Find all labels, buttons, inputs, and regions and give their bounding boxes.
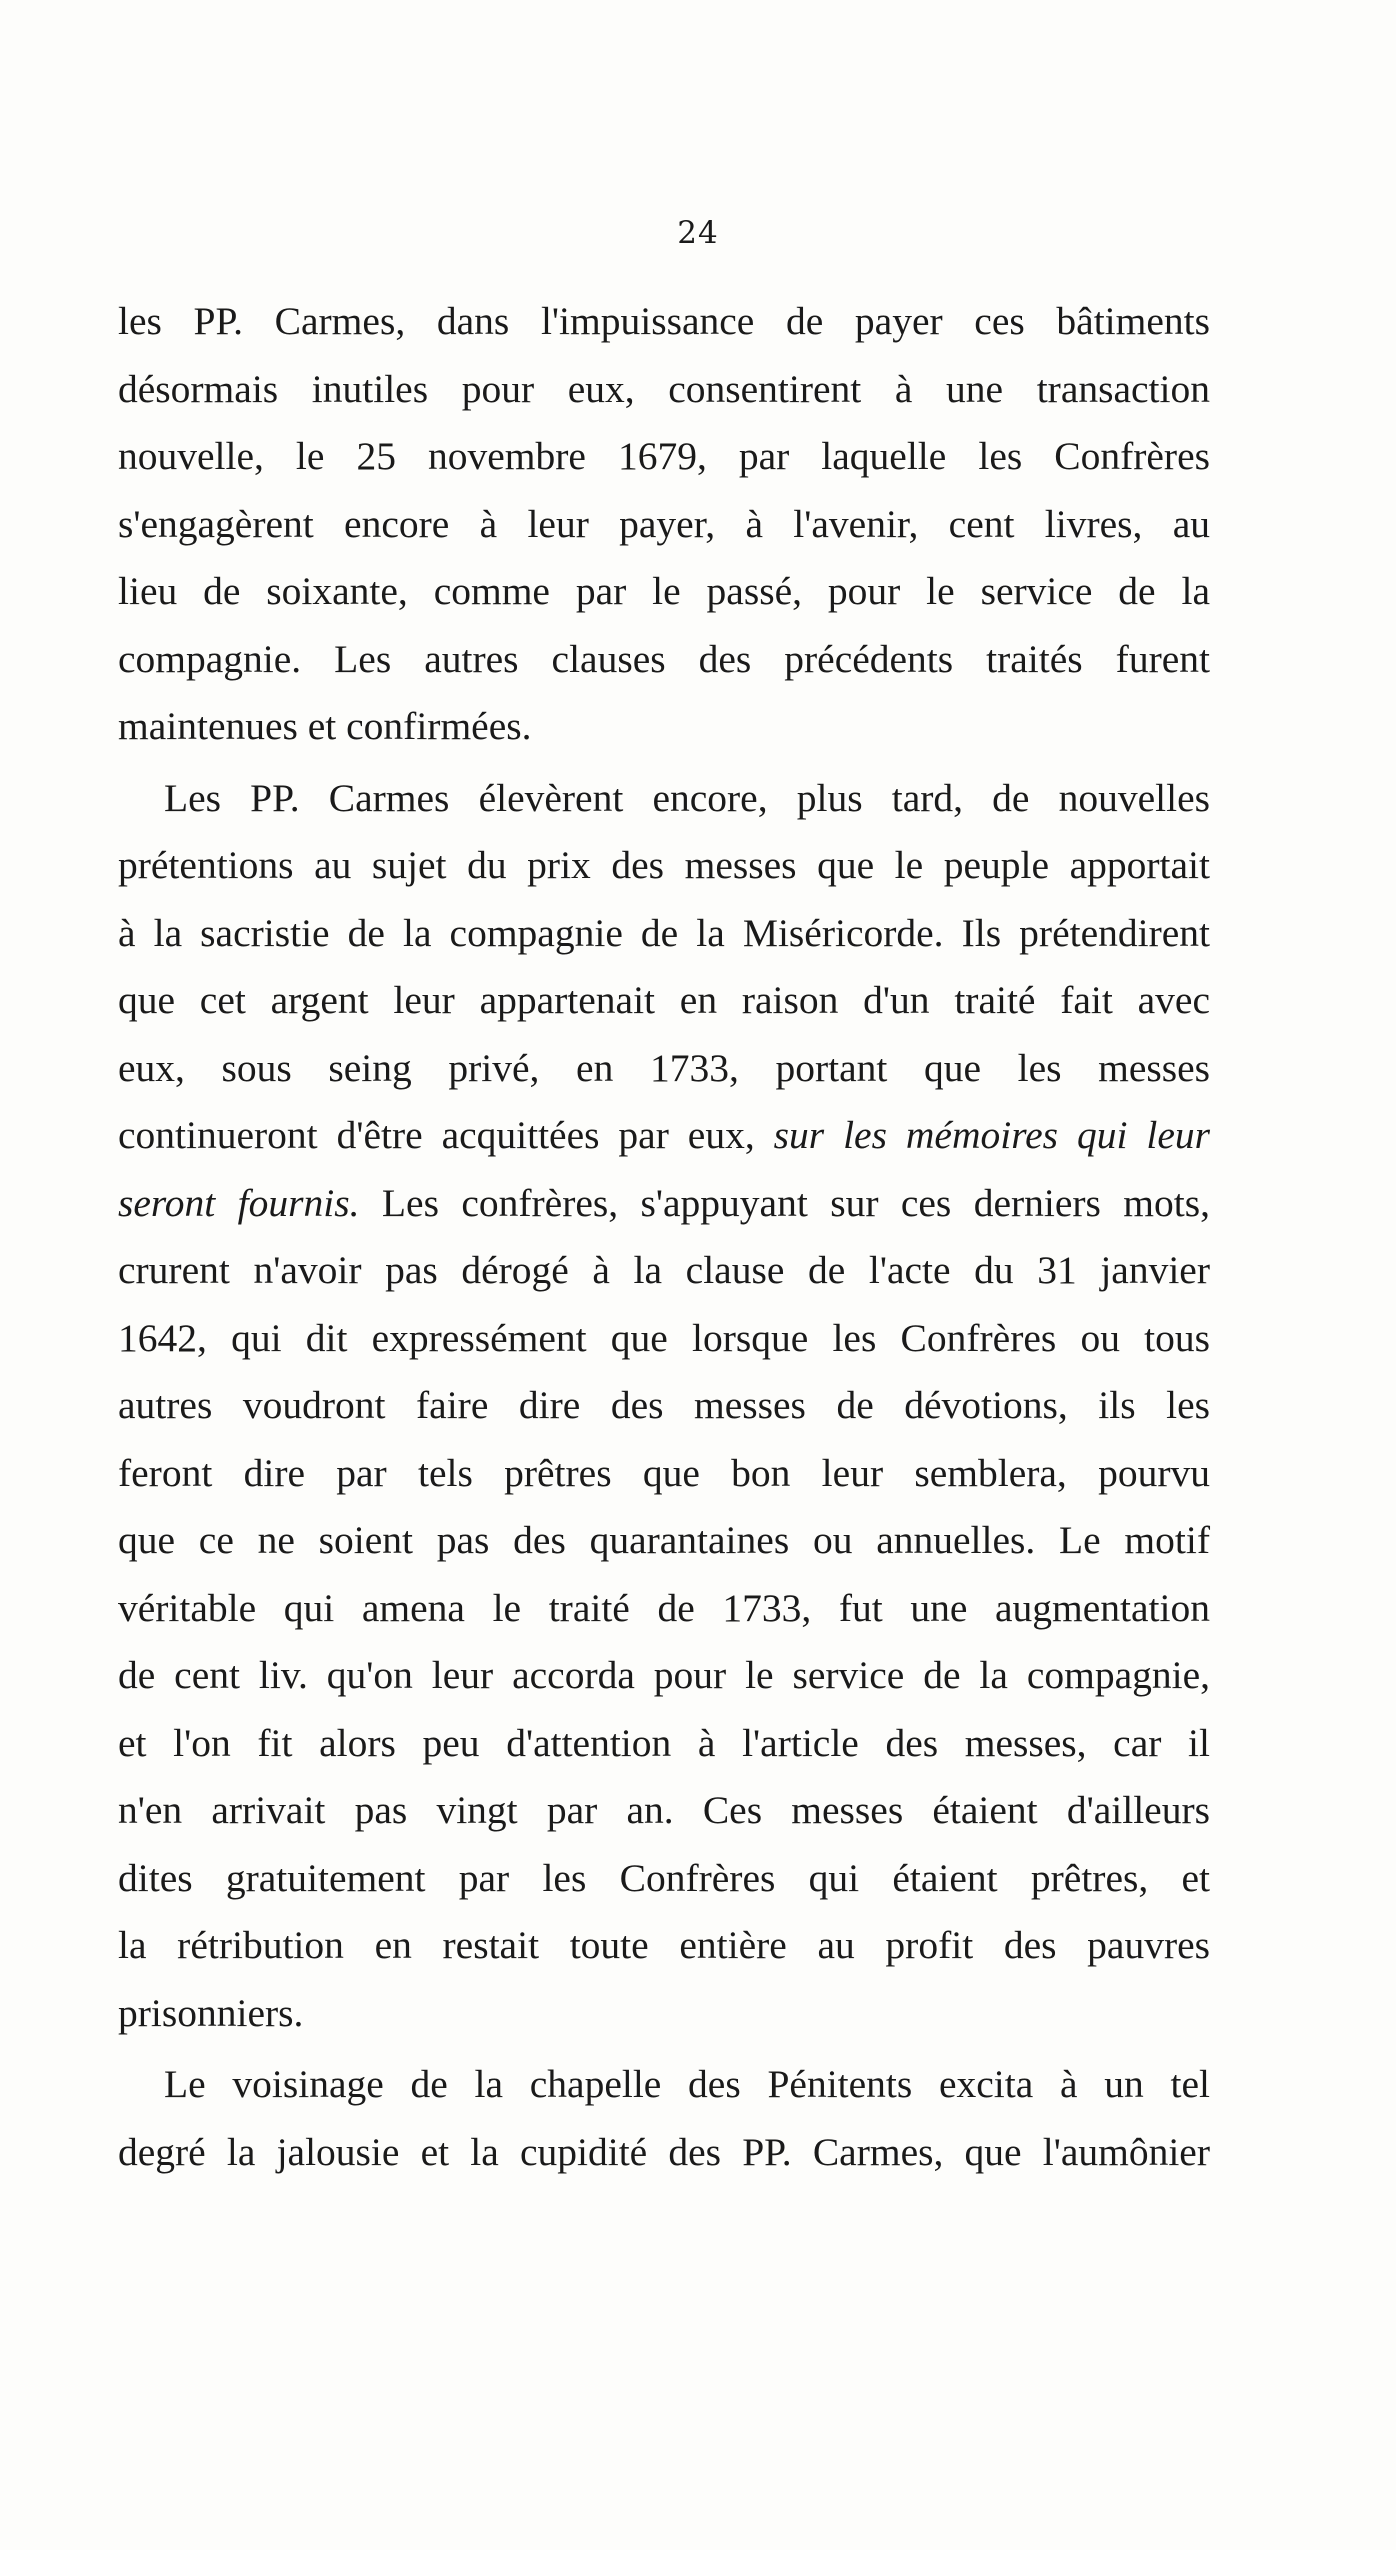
- italic-quote: sur les mémoires qui leur: [773, 1113, 1210, 1157]
- text-line-with-italic: [118, 1102, 1210, 1170]
- text-segment: Les confrères, s'appuyant sur ces derniers mots,: [381, 1180, 1210, 1225]
- text-line: maintenues et confirmées.: [118, 704, 532, 748]
- page-number: 24: [677, 215, 719, 251]
- text-line: Le voisinage de la chapelle des Pénitents excita à un tel: [164, 2062, 1210, 2106]
- text-line: que ce ne soient pas des quarantaines ou annuelles. Le motif: [118, 1518, 1210, 1562]
- text-line: compagnie. Les autres clauses des précédents traités furent: [118, 636, 1210, 681]
- text-line: n'en arrivait pas vingt par an. Ces messes étaient d'ailleurs: [118, 1788, 1210, 1832]
- text-line: eux, sous seing privé, en 1733, portant que les messes: [118, 1045, 1210, 1090]
- italic-quote: seront fournis.: [118, 1180, 360, 1225]
- text-segment: continueront d'être acquittées par eux,: [118, 1113, 755, 1157]
- text-line: crurent n'avoir pas dérogé à la clause de l'acte du 31 janvier: [118, 1248, 1210, 1292]
- text-line: feront dire par tels prêtres que bon leur semblera, pourvu: [118, 1450, 1210, 1495]
- paragraph-3: [118, 2051, 1210, 2186]
- text-line: Les PP. Carmes élevèrent encore, plus tard, de nouvelles: [164, 775, 1210, 820]
- text-line: degré la jalousie et la cupidité des PP. Carmes, que l'aumônier: [118, 2129, 1210, 2174]
- text-line: autres voudront faire dire des messes de dévotions, ils les: [118, 1383, 1210, 1427]
- text-line: et l'on fit alors peu d'attention à l'article des messes, car il: [118, 1720, 1210, 1765]
- body-text: [118, 288, 1210, 2186]
- text-line: à la sacristie de la compagnie de la Miséricorde. Ils prétendirent: [118, 910, 1210, 955]
- text-line: lieu de soixante, comme par le passé, pour le service de la: [118, 569, 1210, 613]
- text-line: de cent liv. qu'on leur accorda pour le service de la compagnie,: [118, 1653, 1210, 1697]
- text-line: les PP. Carmes, dans l'impuissance de payer ces bâtiments: [118, 299, 1210, 343]
- text-line: que cet argent leur appartenait en raison d'un traité fait avec: [118, 978, 1210, 1022]
- text-line: véritable qui amena le traité de 1733, fut une augmentation: [118, 1585, 1210, 1630]
- text-line: dites gratuitement par les Confrères qui étaient prêtres, et: [118, 1855, 1210, 1900]
- text-line: 1642, qui dit expressément que lorsque les Confrères ou tous: [118, 1315, 1210, 1360]
- text-line: nouvelle, le 25 novembre 1679, par laquelle les Confrères: [118, 434, 1210, 478]
- text-line: s'engagèrent encore à leur payer, à l'avenir, cent livres, au: [118, 501, 1210, 546]
- text-line-with-italic: [118, 1170, 1210, 1238]
- paragraph-2: [118, 765, 1210, 2048]
- text-line: la rétribution en restait toute entière au profit des pauvres: [118, 1923, 1210, 1967]
- text-line: prétentions au sujet du prix des messes que le peuple apportait: [118, 843, 1210, 887]
- paragraph-1: [118, 288, 1210, 761]
- text-line: désormais inutiles pour eux, consentirent à une transaction: [118, 366, 1210, 411]
- text-line: prisonniers.: [118, 1990, 304, 2035]
